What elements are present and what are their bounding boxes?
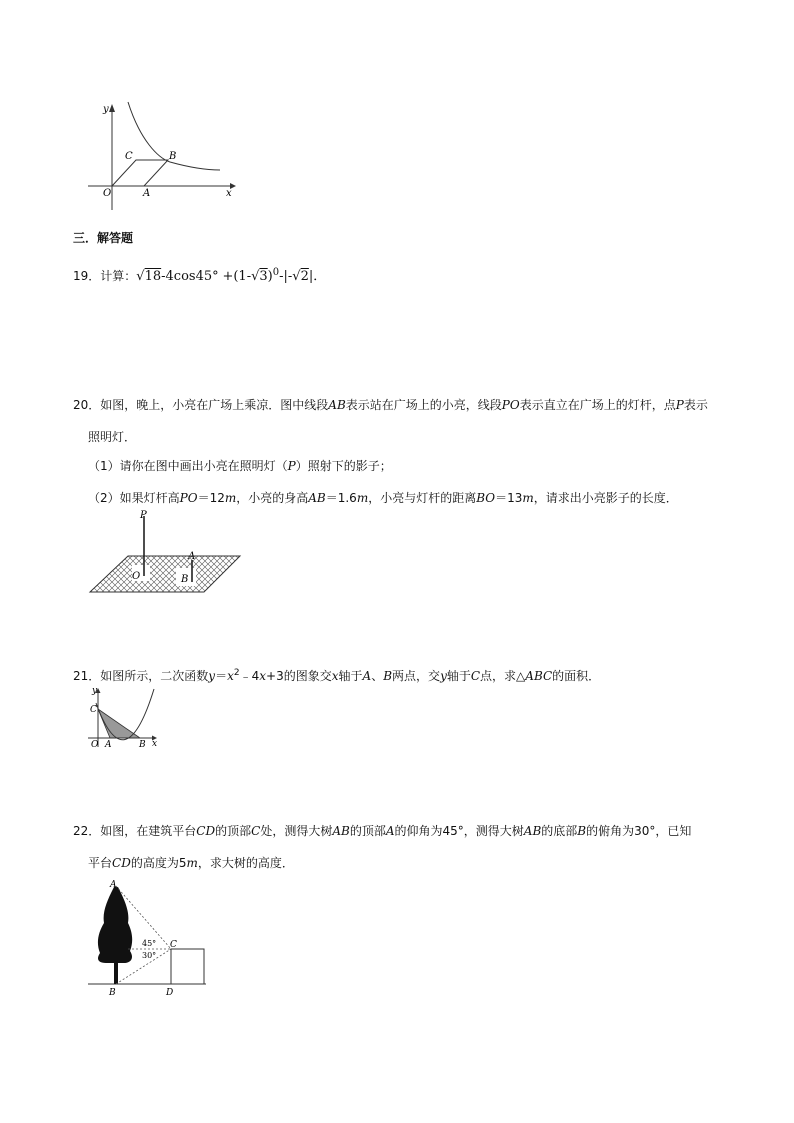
q21-number: 21．	[73, 669, 101, 683]
q21-text: 、	[371, 669, 384, 683]
q20-part1-p: P	[287, 459, 296, 473]
q22-text: 如图，在建筑平台	[100, 824, 197, 838]
q22-text: 处，测得大树	[260, 824, 333, 838]
q21-c: C	[470, 669, 481, 683]
q20-part2-po: PO	[179, 491, 198, 505]
q20-part2-text: ，小亮与灯杆的距离	[368, 491, 477, 505]
lamp-a-label: A	[188, 551, 196, 562]
q20-part2-text: （2）如果灯杆高	[88, 491, 180, 505]
q21-x: x	[331, 669, 339, 683]
lamp-b-label: B	[181, 574, 189, 585]
fig18-b-label: B	[169, 151, 177, 162]
q20-text: 表示直立在广场上的灯杆，点	[519, 398, 676, 412]
fig18-x-label: x	[226, 188, 232, 199]
parabola-a-label: A	[105, 740, 112, 750]
q22-ab: AB	[523, 824, 542, 838]
q20-part2-text: ＝1.6	[325, 491, 357, 505]
tree-b-label: B	[109, 988, 116, 998]
tree-figure	[88, 877, 218, 1002]
parabola-figure	[88, 685, 168, 750]
q22-text: ，求大树的高度．	[197, 856, 294, 870]
lamp-o-label: O	[132, 571, 141, 582]
q19-sqrt2: √2	[292, 269, 309, 284]
q22-ab: AB	[332, 824, 350, 838]
q22-text: 的仰角为45°，测得大树	[394, 824, 524, 838]
q22-unit: m	[186, 856, 198, 870]
q22-c: C	[251, 824, 261, 838]
q21-x: x	[227, 669, 234, 683]
q22-cd: CD	[196, 824, 216, 838]
section-title: 三．解答题	[73, 231, 134, 245]
q20-number: 20．	[73, 398, 101, 412]
q21-y: y	[440, 669, 447, 683]
q22-b: B	[577, 824, 587, 838]
q20-part2-ab: AB	[308, 491, 326, 505]
parabola-o-label: O	[91, 740, 99, 750]
fig18-c-label: C	[125, 151, 133, 162]
q19-exponent: 0	[272, 267, 280, 278]
q20-unit: m	[522, 491, 534, 505]
q20-part1-text: （1）请你在图中画出小亮在照明灯（	[88, 459, 288, 473]
q21-text: ﹣4	[239, 669, 260, 683]
tree-a-label: A	[110, 880, 117, 890]
q22-a: A	[385, 824, 395, 838]
q21-text: 的面积．	[552, 669, 601, 683]
q21-b: B	[383, 669, 393, 683]
q21-text: 轴于	[338, 669, 363, 683]
q20-text: 表示站在广场上的小亮，线段	[345, 398, 502, 412]
q21-x: x	[259, 669, 267, 683]
q22-text: 的顶部	[215, 824, 252, 838]
q21-abc: ABC	[525, 669, 553, 683]
parabola-x-label: x	[152, 739, 158, 749]
fig18-o-label: O	[103, 188, 112, 199]
question-20-part2	[88, 490, 678, 506]
question-20-part1	[88, 458, 392, 474]
q22-cd: CD	[112, 856, 131, 870]
q20-unit: m	[224, 491, 237, 505]
question-19	[73, 265, 326, 285]
angle-45-label: 45°	[142, 939, 157, 948]
q20-po: PO	[501, 398, 520, 412]
q20-unit: m	[356, 491, 369, 505]
q19-plus-term: +(1-	[222, 269, 252, 284]
q20-part2-bo: BO	[476, 491, 496, 505]
q22-text: 的高度为5	[130, 856, 187, 870]
q22-text: 的底部	[541, 824, 578, 838]
question-21	[73, 665, 600, 684]
lamp-figure	[88, 510, 248, 600]
q20-part2-text: ，请求出小亮影子的长度．	[533, 491, 678, 505]
tree-d-label: D	[166, 988, 174, 998]
q21-text: 如图所示，二次函数	[100, 669, 209, 683]
q19-end: |．	[308, 269, 327, 284]
q20-ab: AB	[328, 398, 346, 412]
q20-part2-text: ＝13	[495, 491, 523, 505]
q20-text: 如图，晚上，小亮在广场上乘凉．图中线段	[100, 398, 329, 412]
q22-text: 的俯角为30°，已知	[586, 824, 692, 838]
q20-part1-text: ）照射下的影子；	[295, 459, 392, 473]
q22-number: 22．	[73, 824, 101, 838]
q20-text: 表示	[683, 398, 708, 412]
q22-text: 的顶部	[349, 824, 386, 838]
q21-text: ＝	[215, 669, 228, 683]
q19-close-paren: )	[267, 269, 273, 284]
q19-cos-term: -4cos45°	[161, 269, 219, 284]
fig18-a-label: A	[143, 188, 151, 199]
parabola-c-label: C	[90, 705, 97, 715]
question-20-line2: 照明灯．	[88, 430, 137, 444]
question-22-line2	[88, 855, 294, 871]
question-20-line1	[73, 397, 708, 413]
q20-p: P	[675, 398, 684, 412]
q20-part2-text: ＝12	[197, 491, 225, 505]
tree-c-label: C	[170, 940, 177, 950]
angle-30-label: 30°	[142, 951, 157, 960]
parabola-b-label: B	[139, 740, 146, 750]
q21-text: 点，求△	[480, 669, 526, 683]
q21-exponent: 2	[233, 668, 240, 678]
q19-label: 计算：	[100, 269, 137, 283]
q19-abs-open: -|-	[279, 269, 293, 284]
question-22-line1	[73, 823, 691, 839]
q22-text: 平台	[88, 856, 113, 870]
hyperbola-figure	[88, 100, 248, 215]
q19-sqrt18: √18	[136, 269, 162, 284]
q19-number: 19．	[73, 269, 101, 283]
q21-text: 两点，交	[392, 669, 441, 683]
parabola-y-label: y	[92, 686, 98, 696]
q20-part2-text: ，小亮的身高	[236, 491, 309, 505]
fig18-y-label: y	[103, 104, 109, 115]
q21-text: +3的图象交	[266, 669, 332, 683]
q19-sqrt3: √3	[251, 269, 268, 284]
q21-y: y	[208, 669, 216, 683]
q21-text: 轴于	[446, 669, 471, 683]
q21-a: A	[362, 669, 372, 683]
lamp-p-label: P	[140, 510, 147, 521]
